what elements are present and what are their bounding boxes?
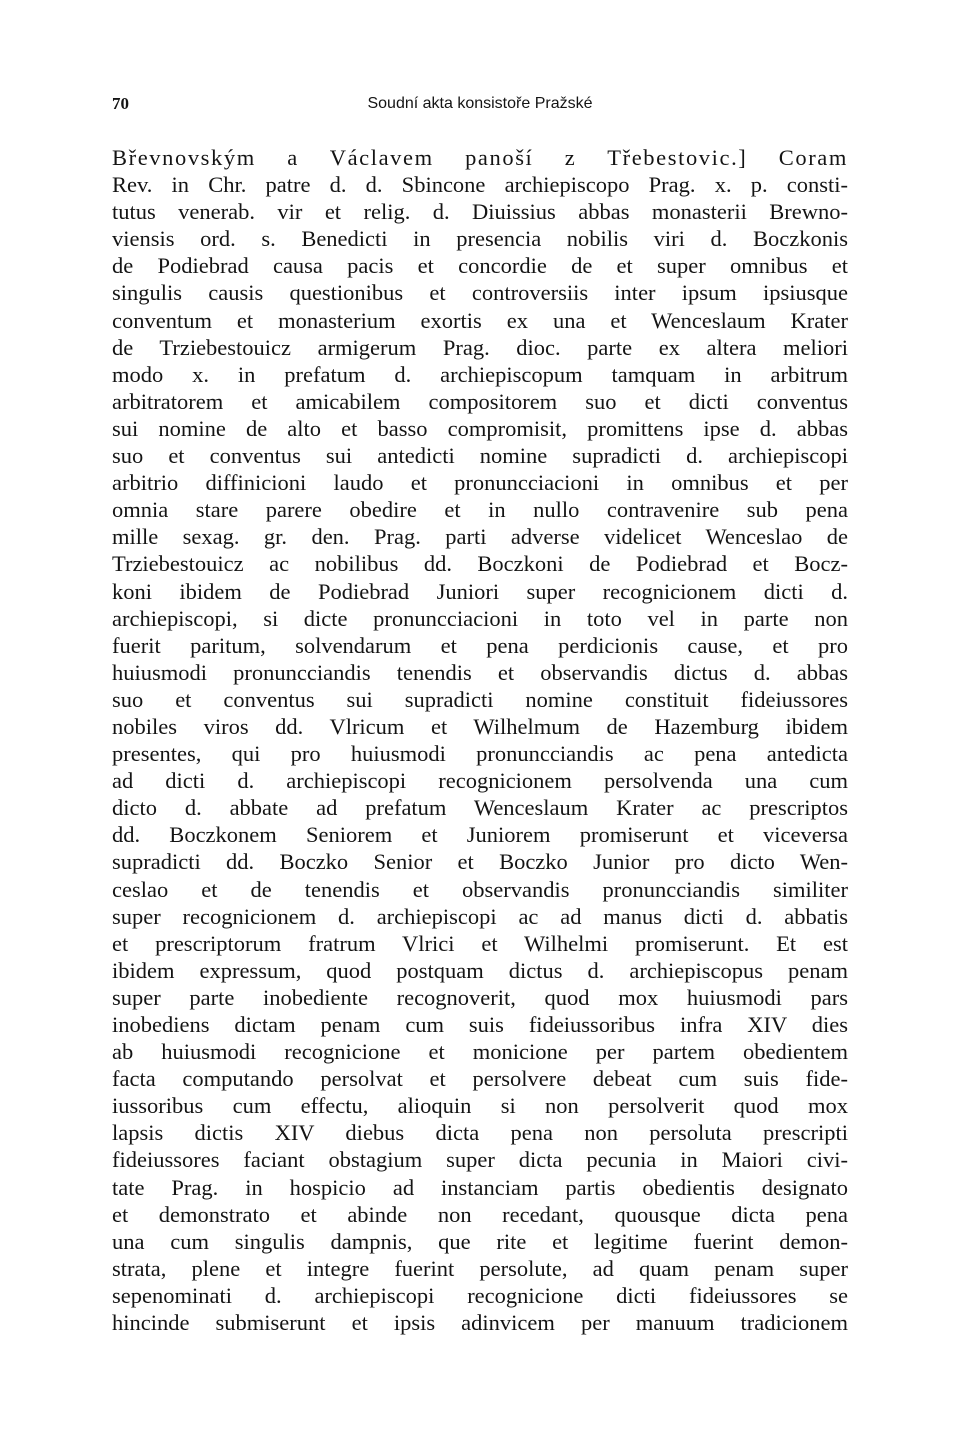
text-line: de Trziebestouicz armigerum Prag. dioc. parte ex altera meliori: [112, 334, 848, 360]
text-line: ad dicti d. archiepiscopi recognicionem persolvenda una cum: [112, 768, 848, 794]
text-line: lapsis dictis XIV diebus dicta pena non persoluta prescripti: [112, 1120, 848, 1146]
text-line: modo x. in prefatum d. archiepiscopum tamquam in arbitrum: [112, 361, 848, 387]
text-line: arbitrio diffinicioni laudo et pronuncciacioni in omnibus et per: [112, 470, 848, 496]
text-line: fuerit paritum, solvendarum et pena perdicionis cause, et pro: [112, 632, 848, 658]
running-header: [112, 92, 848, 116]
text-line: Trziebestouicz ac nobilibus dd. Boczkoni de Podiebrad et Bocz-: [112, 551, 848, 577]
text-line: iussoribus cum effectu, alioquin si non persolverit quod mox: [112, 1093, 848, 1119]
text-line: sui nomine de alto et basso compromisit, promittens ipse d. abbas: [112, 415, 848, 441]
text-line: archiepiscopi, si dicte pronuncciacioni in toto vel in parte non: [112, 605, 848, 631]
text-line: et demonstrato et abinde non recedant, quousque dicta pena: [112, 1201, 848, 1227]
page-number: 70: [112, 94, 129, 113]
text-line: inobediens dictam penam cum suis fideiussoribus infra XIV dies: [112, 1012, 848, 1037]
text-line: mille sexag. gr. den. Prag. parti adverse videlicet Wenceslao de: [112, 524, 848, 550]
text-line: super parte inobediente recognoverit, quod mox huiusmodi pars: [112, 984, 848, 1010]
text-line: tutus venerab. vir et relig. d. Diuissius abbas monasterii Brewno-: [112, 199, 848, 225]
text-line: de Podiebrad causa pacis et concordie de et super omnibus et: [112, 253, 848, 279]
text-line: Rev. in Chr. patre d. d. Sbincone archiepiscopo Prag. x. p. consti-: [112, 172, 848, 198]
text-line: viensis ord. s. Benedicti in presencia nobilis viri d. Boczkonis: [112, 226, 848, 252]
text-line: ibidem expressum, quod postquam dictus d. archiepiscopus penam: [112, 957, 848, 983]
text-line: hincinde submiserunt et ipsis adinvicem per manuum tradicionem: [112, 1310, 848, 1336]
text-line: et prescriptorum fratrum Vlrici et Wilhelmi promiserunt. Et est: [112, 930, 848, 956]
text-line: dicto d. abbate ad prefatum Wenceslaum Krater ac prescriptos: [112, 795, 848, 821]
text-line: koni ibidem de Podiebrad Juniori super recognicionem dicti d.: [112, 578, 848, 604]
text-line: tate Prag. in hospicio ad instanciam partis obedientis designato: [112, 1174, 848, 1200]
text-line: suo et conventus sui antedicti nomine supradicti d. archiepiscopi: [112, 443, 848, 469]
text-line: suo et conventus sui supradicti nomine constituit fideiussores: [112, 686, 848, 712]
running-title: Soudní akta konsistoře Pražské: [367, 95, 593, 112]
text-line: dd. Boczkonem Seniorem et Juniorem promiserunt et viceversa: [112, 822, 848, 848]
text-line: presentes, qui pro huiusmodi pronuncciandis ac pena antedicta: [112, 741, 848, 767]
text-line: huiusmodi pronuncciandis tenendis et observandis dictus d. abbas: [112, 659, 848, 685]
text-line: nobiles viros dd. Vlricum et Wilhelmum de Hazemburg ibidem: [112, 713, 848, 739]
body-text: [112, 144, 848, 1336]
text-line: ceslao et de tenendis et observandis pronuncciandis similiter: [112, 876, 848, 902]
text-line: supradicti dd. Boczko Senior et Boczko Junior pro dicto Wen-: [112, 849, 848, 875]
text-line: conventum et monasterium exortis ex una et Wenceslaum Krater: [112, 307, 848, 333]
text-line: arbitratorem et amicabilem compositorem suo et dicti conventus: [112, 388, 848, 414]
text-line: facta computando persolvat et persolvere debeat cum suis fide-: [112, 1066, 848, 1092]
text-line: singulis causis questionibus et controversiis inter ipsum ipsiusque: [112, 280, 848, 306]
text-line: ab huiusmodi recognicione et monicione per partem obedientem: [112, 1039, 848, 1065]
text-line: Břevnovským a Václavem panoší z Třebestovic.] Coram: [112, 145, 848, 170]
text-line: omnia stare parere obedire et in nullo contravenire sub pena: [112, 497, 848, 523]
text-line: strata, plene et integre fuerint persolute, ad quam penam super: [112, 1255, 848, 1281]
text-line: super recognicionem d. archiepiscopi ac ad manus dicti d. abbatis: [112, 903, 848, 929]
text-line: fideiussores faciant obstagium super dicta pecunia in Maiori civi-: [112, 1147, 848, 1173]
text-line: una cum singulis dampnis, que rite et legitime fuerint demon-: [112, 1228, 848, 1254]
text-line: sepenominati d. archiepiscopi recognicione dicti fideiussores se: [112, 1282, 848, 1308]
